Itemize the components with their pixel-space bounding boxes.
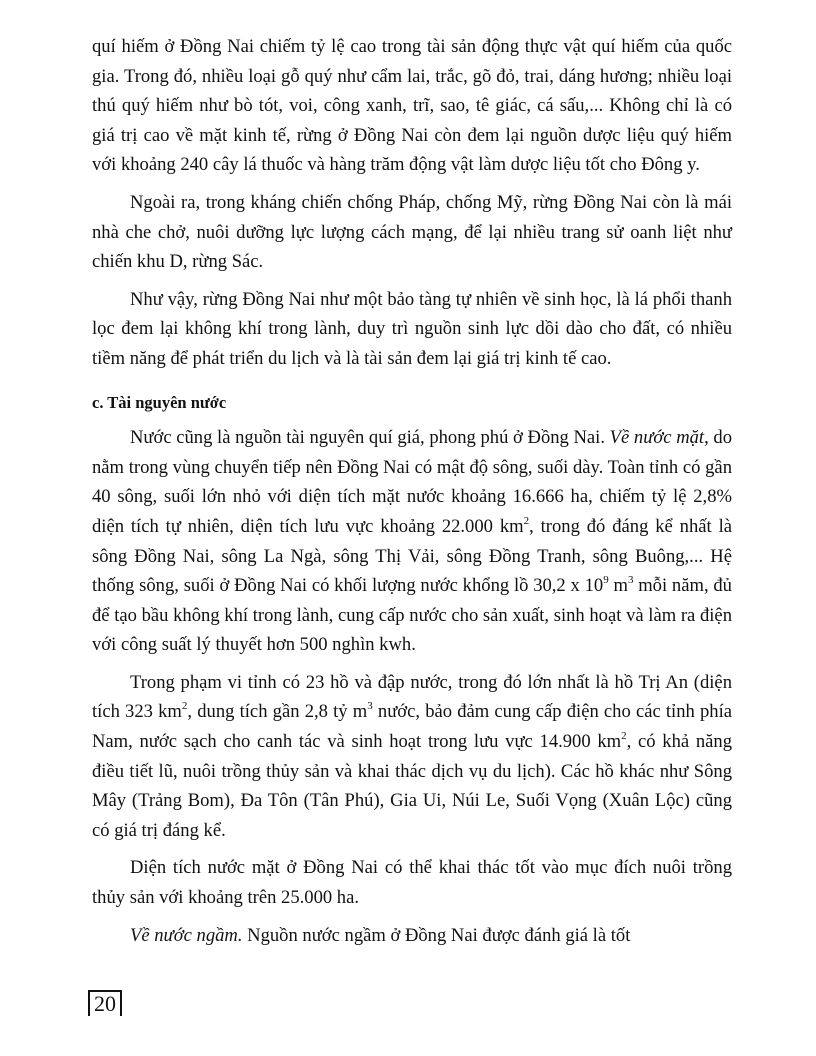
- text-run: m: [608, 575, 628, 597]
- text-run: Trong phạm vi tỉnh có 23 hồ và đập nước, trong đó lớn nhất là hồ Trị An (diện tích 323 km: [92, 671, 732, 723]
- paragraph-forest-value: quí hiếm ở Đồng Nai chiếm tỷ lệ cao trong tài sản động thực vật quí hiếm của quốc gia. Trong đó, nhiều loại gỗ quý như cẩm lai, trắc, gõ đỏ, trai, dáng hương; nhiều loại thú quý hiếm như bò tót, voi, công xanh, trĩ, sao, tê giác, cá sấu,... Không chỉ là có giá trị cao về mặt kinh tế, rừng ở Đồng Nai còn đem lại nguồn dược liệu quý hiếm với khoảng 240 cây lá thuốc và hàng trăm động vật làm dược liệu tốt cho Đông y.: [92, 36, 732, 176]
- text-run: , có khả năng điều tiết lũ, nuôi trồng thủy sản và khai thác dịch vụ du lịch). Các hồ khác như Sông Mây (Trảng Bom), Đa Tôn (Tân Phú), Gia Ui, Núi Le, Suối Vọng (Xuân Lộc) cũng có giá trị đáng kể.: [92, 731, 732, 841]
- superscript: 9: [603, 574, 609, 587]
- page-body: [92, 32, 732, 950]
- paragraph-surface-water: [92, 423, 732, 660]
- superscript: 2: [621, 730, 627, 743]
- italic-term: Về nước mặt: [609, 427, 705, 449]
- text-run: , trong đó đáng kể nhất là sông Đồng Nai, sông La Ngà, sông Thị Vải, sông Đồng Tranh, sông Buông,... Hệ thống sông, suối ở Đồng Nai có khối lượng nước khổng lồ 30,2 x 10: [92, 515, 732, 597]
- paragraph-aquaculture: Diện tích nước mặt ở Đồng Nai có thể khai thác tốt vào mục đích nuôi trồng thủy sản với khoảng trên 25.000 ha.: [92, 857, 732, 909]
- page-number: 20: [88, 990, 122, 1016]
- paragraph-lakes: [92, 668, 732, 846]
- superscript: 2: [181, 700, 188, 713]
- superscript: 2: [523, 514, 530, 527]
- italic-term: Về nước ngầm.: [130, 924, 243, 946]
- text-run: mỗi năm, đủ để tạo bầu không khí trong lành, cung cấp nước cho sản xuất, sinh hoạt và làm ra điện với công suất lý thuyết hơn 500 nghìn kwh.: [92, 575, 732, 656]
- text-run: Nước cũng là nguồn tài nguyên quí giá, phong phú ở Đồng Nai.: [130, 427, 610, 449]
- superscript: 3: [367, 700, 373, 713]
- text-run: nước, bảo đảm cung cấp điện cho các tỉnh phía Nam, nước sạch cho canh tác và sinh hoạt trong lưu vực 14.900 km: [92, 701, 733, 753]
- text-run: Nguồn nước ngầm ở Đồng Nai được đánh giá là tốt: [242, 924, 631, 946]
- section-heading: c. Tài nguyên nước: [92, 392, 227, 412]
- superscript: 3: [627, 574, 634, 587]
- paragraph-resistance: Ngoài ra, trong kháng chiến chống Pháp, chống Mỹ, rừng Đồng Nai còn là mái nhà che chở, nuôi dưỡng lực lượng cách mạng, để lại nhiều trang sử oanh liệt như chiến khu D, rừng Sác.: [92, 191, 732, 273]
- text-run: , dung tích gần 2,8 tỷ m: [187, 701, 368, 723]
- paragraph-groundwater: [92, 921, 732, 951]
- text-run: , do nằm trong vùng chuyển tiếp nên Đồng Nai có mật độ sông, suối dày. Toàn tỉnh có gần 40 sông, suối lớn nhỏ với diện tích mặt nước khoảng 16.666 ha, chiếm tỷ lệ 2,8% diện tích tự nhiên, diện tích lưu vực khoảng 22.000 km: [92, 427, 732, 537]
- paragraph-summary: Như vậy, rừng Đồng Nai như một bảo tàng tự nhiên về sinh học, là lá phổi thanh lọc đem lại không khí trong lành, duy trì nguồn sinh lực dồi dào cho đất, có nhiều tiềm năng để phát triển du lịch và là tài sản đem lại giá trị kinh tế cao.: [92, 288, 732, 369]
